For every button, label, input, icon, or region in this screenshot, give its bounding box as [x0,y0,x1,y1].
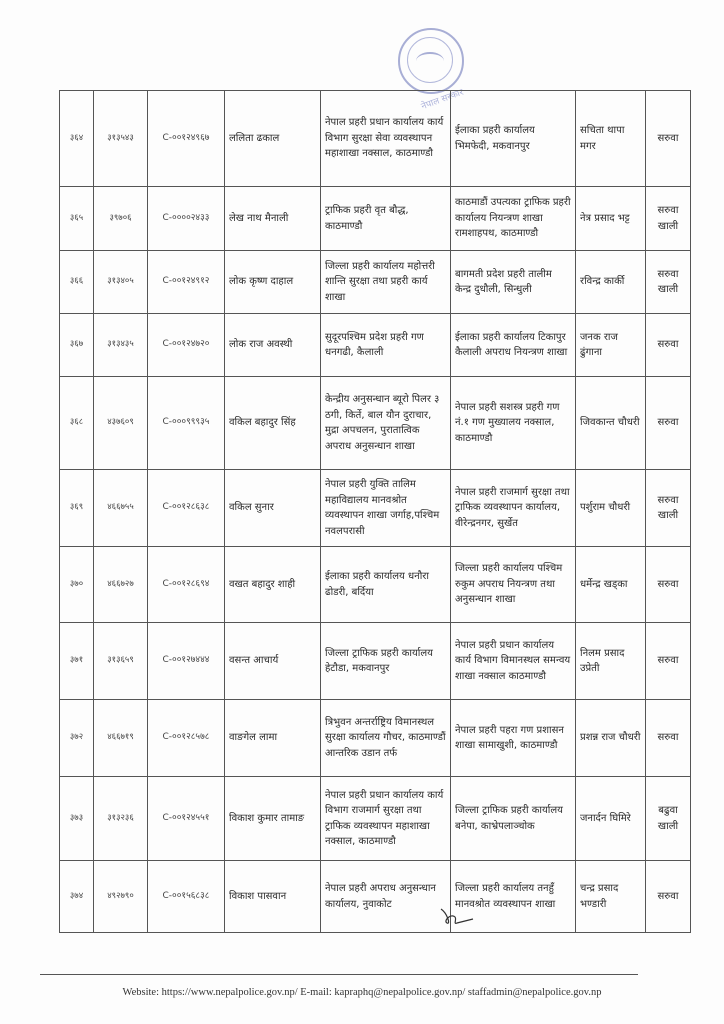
replacement-officer-cell: प्रशन्न राज चौधरी [576,700,646,777]
remark-cell: बढुवा खाली [646,777,691,861]
table-row [60,700,691,777]
replacement-officer-cell: जिवकान्त चौधरी [576,377,646,470]
current-office-cell: त्रिभुवन अन्तर्राष्ट्रिय विमानस्थल सुरक्षा कार्यालय गौचर, काठमाण्डौं आन्तरिक उडान तर्फ [321,700,451,777]
code-number-cell: C-०००९९९३५ [148,377,225,470]
transfer-table [59,90,691,933]
replacement-officer-cell: धर्मेन्द्र खड्का [576,547,646,623]
employee-name-cell: वाङगेल लामा [225,700,321,777]
employee-name-cell: वखत बहादुर शाही [225,547,321,623]
employee-id-cell: ३१३४०५ [94,251,148,314]
transfer-office-cell: जिल्ला प्रहरी कार्यालय पश्चिम रुकुम अपराध नियन्त्रण तथा अनुसन्धान शाखा [451,547,576,623]
employee-id-cell: ४६६७५५ [94,470,148,547]
code-number-cell: C-००१२७४४४ [148,623,225,700]
serial-number-cell: ३७१ [60,623,94,700]
current-office-cell: ट्राफिक प्रहरी वृत बौद्ध, काठमाण्डौ [321,187,451,251]
current-office-cell: ईलाका प्रहरी कार्यालय धनौरा ढोडरी, बर्दिया [321,547,451,623]
current-office-cell: नेपाल प्रहरी युक्ति तालिम महाविद्यालय मानवश्रोत व्यवस्थापन शाखा जर्गाह,पश्चिम नवलपरासी [321,470,451,547]
remark-cell: सरुवा [646,91,691,187]
table-row [60,623,691,700]
footer-divider [40,974,638,975]
transfer-office-cell: बागमती प्रदेश प्रहरी तालीम केन्द्र दुधौली, सिन्धुली [451,251,576,314]
table-row [60,251,691,314]
serial-number-cell: ३६८ [60,377,94,470]
serial-number-cell: ३६५ [60,187,94,251]
code-number-cell: C-००००२४३३ [148,187,225,251]
employee-id-cell: ३१३४३५ [94,314,148,377]
employee-name-cell: लोक राज अवस्थी [225,314,321,377]
code-number-cell: C-००१२८६३८ [148,470,225,547]
current-office-cell: नेपाल प्रहरी प्रधान कार्यालय कार्य विभाग राजमार्ग सुरक्षा तथा ट्राफिक व्यवस्थापन महाशाखा नक्साल, काठमाण्डौ [321,777,451,861]
remark-cell: सरुवा [646,700,691,777]
employee-name-cell: लोक कृष्ण दाहाल [225,251,321,314]
code-number-cell: C-००१२४९६७ [148,91,225,187]
employee-name-cell: विकाश पासवान [225,861,321,933]
transfer-office-cell: जिल्ला प्रहरी कार्यालय तनहुँ मानवश्रोत व्यवस्थापन शाखा [451,861,576,933]
employee-id-cell: ४९२७९० [94,861,148,933]
current-office-cell: सुदूरपश्चिम प्रदेश प्रहरी गण धनगढी, कैलाली [321,314,451,377]
remark-cell: सरुवा खाली [646,470,691,547]
code-number-cell: C-००१२८६९४ [148,547,225,623]
employee-name-cell: लेख नाथ मैनाली [225,187,321,251]
employee-id-cell: ३१३५४३ [94,91,148,187]
code-number-cell: C-००१५६८३८ [148,861,225,933]
serial-number-cell: ३७२ [60,700,94,777]
replacement-officer-cell: नेत्र प्रसाद भट्ट [576,187,646,251]
table-row [60,314,691,377]
table-row [60,91,691,187]
current-office-cell: जिल्ला ट्राफिक प्रहरी कार्यालय हेटौडा, मकवानपुर [321,623,451,700]
signature-icon [437,905,475,929]
employee-id-cell: ३१३२३६ [94,777,148,861]
replacement-officer-cell: जनार्दन घिमिरे [576,777,646,861]
employee-name-cell: ललिता ढकाल [225,91,321,187]
remark-cell: सरुवा [646,861,691,933]
employee-id-cell: ४३७६०९ [94,377,148,470]
employee-name-cell: वकिल बहादुर सिंह [225,377,321,470]
employee-id-cell: ३१३६५९ [94,623,148,700]
serial-number-cell: ३६७ [60,314,94,377]
employee-name-cell: विकाश कुमार तामाङ [225,777,321,861]
table-row [60,377,691,470]
serial-number-cell: ३६९ [60,470,94,547]
remark-cell: सरुवा [646,377,691,470]
remark-cell: सरुवा [646,623,691,700]
table-row [60,470,691,547]
replacement-officer-cell: निलम प्रसाद उप्रेती [576,623,646,700]
replacement-officer-cell: पर्शुराम चौधरी [576,470,646,547]
code-number-cell: C-००१२४७२० [148,314,225,377]
transfer-office-cell: नेपाल प्रहरी प्रधान कार्यालय कार्य विभाग विमानस्थल समन्वय शाखा नक्साल काठमाण्डौ [451,623,576,700]
code-number-cell: C-००१२४५५१ [148,777,225,861]
employee-id-cell: ४६६७२७ [94,547,148,623]
current-office-cell: जिल्ला प्रहरी कार्यालय महोत्तरी शान्ति सुरक्षा तथा प्रहरी कार्य शाखा [321,251,451,314]
remark-cell: सरुवा खाली [646,187,691,251]
current-office-cell: केन्द्रीय अनुसन्धान ब्यूरो पिलर ३ ठगी, किर्ते, बाल यौन दुराचार, मुद्रा अपचलन, पुरातात्विक अपराध अनुसन्धान शाखा [321,377,451,470]
transfer-office-cell: ईलाका प्रहरी कार्यालय टिकापुर कैलाली अपराध नियन्त्रण शाखा [451,314,576,377]
table-row [60,777,691,861]
code-number-cell: C-००१२८५७८ [148,700,225,777]
footer-contact: Website: https://www.nepalpolice.gov.np/ E-mail: kapraphq@nepalpolice.gov.np/ staffadmin@nepalpolice.gov.np [122,987,602,998]
transfer-office-cell: नेपाल प्रहरी सशस्त्र प्रहरी गण नं.१ गण मुख्यालय नक्साल, काठमाण्डौ [451,377,576,470]
remark-cell: सरुवा खाली [646,251,691,314]
serial-number-cell: ३७३ [60,777,94,861]
employee-id-cell: ४६६७१९ [94,700,148,777]
table-row [60,547,691,623]
serial-number-cell: ३७० [60,547,94,623]
replacement-officer-cell: जनक राज ढुंगाना [576,314,646,377]
stamp-text: नेपाल सरकार [420,87,465,113]
remark-cell: सरुवा [646,547,691,623]
government-seal-icon [398,28,464,94]
serial-number-cell: ३७४ [60,861,94,933]
replacement-officer-cell: रविन्द्र कार्की [576,251,646,314]
employee-name-cell: वकिल सुनार [225,470,321,547]
replacement-officer-cell: चन्द्र प्रसाद भण्डारी [576,861,646,933]
current-office-cell: नेपाल प्रहरी अपराध अनुसन्धान कार्यालय, नुवाकोट [321,861,451,933]
transfer-office-cell: काठमाडौं उपत्यका ट्राफिक प्रहरी कार्यालय नियन्त्रण शाखा रामशाहपथ, काठमाण्डौ [451,187,576,251]
remark-cell: सरुवा [646,314,691,377]
transfer-office-cell: नेपाल प्रहरी पहरा गण प्रशासन शाखा सामाखुशी, काठमाण्डौ [451,700,576,777]
table-row [60,187,691,251]
employee-id-cell: ३९७०६ [94,187,148,251]
replacement-officer-cell: सचिता थापा मगर [576,91,646,187]
transfer-office-cell: जिल्ला ट्राफिक प्रहरी कार्यालय बनेपा, काभ्रेपलाञ्चोक [451,777,576,861]
transfer-office-cell: नेपाल प्रहरी राजमार्ग सुरक्षा तथा ट्राफिक व्यवस्थापन कार्यालय, वीरेन्द्रनगर, सुर्खेत [451,470,576,547]
transfer-office-cell: ईलाका प्रहरी कार्यालय भिमफेदी, मकवानपुर [451,91,576,187]
code-number-cell: C-००१२४९१२ [148,251,225,314]
table-row [60,861,691,933]
serial-number-cell: ३६६ [60,251,94,314]
serial-number-cell: ३६४ [60,91,94,187]
employee-name-cell: वसन्त आचार्य [225,623,321,700]
current-office-cell: नेपाल प्रहरी प्रधान कार्यालय कार्य विभाग सुरक्षा सेवा व्यवस्थापन महाशाखा नक्साल, काठमाण्डौ [321,91,451,187]
